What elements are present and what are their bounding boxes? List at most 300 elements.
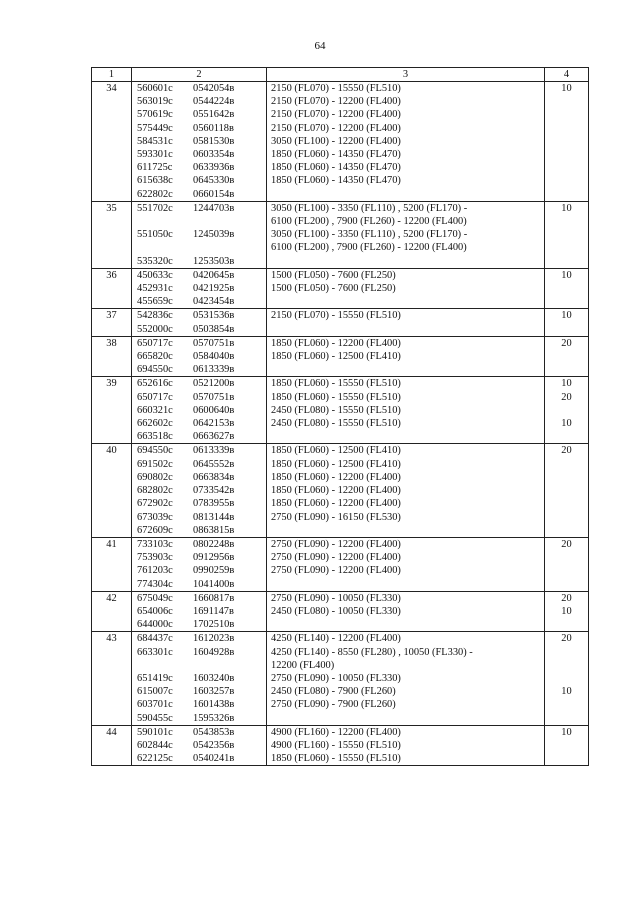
latitude-code: 575449c: [137, 122, 173, 134]
table-row: [92, 174, 589, 187]
latitude-code: 673039c: [137, 511, 173, 523]
table-row: [92, 712, 589, 726]
longitude-code: 1612023в: [193, 633, 235, 645]
row-number-cell: 38: [92, 336, 132, 350]
value-cell: [545, 524, 589, 538]
latitude-code: 654006c: [137, 605, 173, 617]
coordinates-cell: [132, 725, 267, 739]
row-number-cell: 40: [92, 444, 132, 458]
latitude-code: 563019c: [137, 96, 173, 108]
row-number-cell: [92, 95, 132, 108]
table-row: [92, 430, 589, 444]
value-cell: [545, 350, 589, 363]
flight-levels-cell: 1850 (FL060) - 15550 (FL510): [267, 752, 545, 766]
value-cell: [545, 148, 589, 161]
flight-levels-cell: 2450 (FL080) - 7900 (FL260): [267, 685, 545, 698]
table-row: [92, 659, 589, 672]
latitude-code: 660321c: [137, 404, 173, 416]
longitude-code: 1603240в: [193, 672, 235, 684]
coordinates-cell: [132, 698, 267, 711]
row-number-cell: [92, 471, 132, 484]
latitude-code: 455659c: [137, 296, 173, 308]
value-cell: 10: [545, 82, 589, 96]
row-number-cell: [92, 282, 132, 295]
row-number-cell: [92, 672, 132, 685]
header-row: [92, 68, 589, 82]
flight-levels-cell: 12200 (FL400): [267, 659, 545, 672]
coordinates-cell: [132, 524, 267, 538]
coordinates-cell: [132, 282, 267, 295]
coordinates-cell: [132, 161, 267, 174]
table-row: [92, 323, 589, 337]
flight-levels-cell: [267, 363, 545, 377]
longitude-code: 0633936в: [193, 162, 235, 174]
table-row: [92, 161, 589, 174]
value-cell: 20: [545, 632, 589, 646]
table-row: [92, 404, 589, 417]
coordinates-cell: [132, 108, 267, 121]
value-cell: [545, 578, 589, 592]
longitude-code: 0420645в: [193, 269, 235, 281]
table-row: [92, 752, 589, 766]
latitude-code: 684437c: [137, 633, 173, 645]
latitude-code: 611725c: [137, 162, 173, 174]
coordinates-cell: [132, 578, 267, 592]
table-row: [92, 336, 589, 350]
row-number-cell: 44: [92, 725, 132, 739]
longitude-code: 0783955в: [193, 498, 235, 510]
row-number-cell: [92, 646, 132, 659]
longitude-code: 0542356в: [193, 739, 235, 751]
flight-levels-cell: 2750 (FL090) - 12200 (FL400): [267, 564, 545, 577]
longitude-code: 0863815в: [193, 524, 235, 536]
flight-levels-cell: 2150 (FL070) - 12200 (FL400): [267, 122, 545, 135]
value-cell: [545, 551, 589, 564]
latitude-code: 761203c: [137, 565, 173, 577]
flight-levels-cell: 1850 (FL060) - 12200 (FL400): [267, 497, 545, 510]
value-cell: [545, 458, 589, 471]
row-number-cell: [92, 255, 132, 269]
row-number-cell: [92, 108, 132, 121]
coordinates-cell: [132, 739, 267, 752]
table-row: [92, 215, 589, 228]
row-number-cell: [92, 122, 132, 135]
row-number-cell: [92, 578, 132, 592]
coordinates-cell: [132, 215, 267, 228]
coordinates-cell: [132, 241, 267, 254]
value-cell: 20: [545, 444, 589, 458]
row-number-cell: [92, 484, 132, 497]
value-cell: 10: [545, 417, 589, 430]
coordinates-cell: [132, 363, 267, 377]
coordinates-cell: [132, 605, 267, 618]
route-table-body: [92, 68, 589, 766]
coordinates-cell: [132, 444, 267, 458]
longitude-code: 0660154в: [193, 188, 235, 200]
row-number-cell: [92, 551, 132, 564]
flight-levels-cell: [267, 255, 545, 269]
row-number-cell: [92, 712, 132, 726]
value-cell: [545, 215, 589, 228]
row-number-cell: [92, 174, 132, 187]
table-row: [92, 241, 589, 254]
value-cell: 20: [545, 336, 589, 350]
coordinates-cell: [132, 95, 267, 108]
row-number-cell: [92, 350, 132, 363]
coordinates-cell: [132, 659, 267, 672]
latitude-code: 551702c: [137, 202, 173, 214]
longitude-code: 0645330в: [193, 175, 235, 187]
longitude-code: 0503854в: [193, 323, 235, 335]
flight-levels-cell: 1850 (FL060) - 12200 (FL400): [267, 336, 545, 350]
longitude-code: 1604928в: [193, 646, 235, 658]
value-cell: 10: [545, 685, 589, 698]
longitude-code: 0570751в: [193, 391, 235, 403]
table-row: [92, 458, 589, 471]
latitude-code: 694550c: [137, 445, 173, 457]
value-cell: 10: [545, 201, 589, 215]
latitude-code: 650717c: [137, 391, 173, 403]
longitude-code: 0560118в: [193, 122, 234, 134]
latitude-code: 552000c: [137, 323, 173, 335]
table-row: [92, 632, 589, 646]
flight-levels-cell: 1850 (FL060) - 14350 (FL470): [267, 174, 545, 187]
value-cell: [545, 739, 589, 752]
flight-levels-cell: [267, 578, 545, 592]
coordinates-cell: [132, 309, 267, 323]
longitude-code: 0663627в: [193, 431, 235, 443]
latitude-code: 694550c: [137, 364, 173, 376]
coordinates-cell: [132, 295, 267, 309]
row-number-cell: [92, 323, 132, 337]
row-number-cell: 36: [92, 268, 132, 282]
value-cell: [545, 484, 589, 497]
row-number-cell: [92, 215, 132, 228]
value-cell: [545, 430, 589, 444]
row-number-cell: 41: [92, 537, 132, 551]
longitude-code: 1660817в: [193, 592, 235, 604]
page-number: 64: [314, 40, 326, 52]
table-row: [92, 672, 589, 685]
latitude-code: 733103c: [137, 538, 173, 550]
latitude-code: 672609c: [137, 524, 173, 536]
flight-levels-cell: 1850 (FL060) - 12500 (FL410): [267, 458, 545, 471]
longitude-code: 0600640в: [193, 404, 235, 416]
flight-levels-cell: 2450 (FL080) - 15550 (FL510): [267, 417, 545, 430]
row-number-cell: [92, 228, 132, 241]
flight-levels-cell: 4250 (FL140) - 12200 (FL400): [267, 632, 545, 646]
flight-levels-cell: [267, 323, 545, 337]
coordinates-cell: [132, 458, 267, 471]
flight-levels-cell: 2450 (FL080) - 15550 (FL510): [267, 404, 545, 417]
row-number-cell: [92, 659, 132, 672]
latitude-code: 691502c: [137, 458, 173, 470]
column-header-2: 2: [132, 68, 267, 82]
value-cell: [545, 646, 589, 659]
latitude-code: 774304c: [137, 578, 173, 590]
row-number-cell: 35: [92, 201, 132, 215]
longitude-code: 0540241в: [193, 753, 235, 765]
row-number-cell: [92, 698, 132, 711]
latitude-code: 651419c: [137, 672, 173, 684]
coordinates-cell: [132, 712, 267, 726]
latitude-code: 602844c: [137, 739, 173, 751]
flight-levels-cell: [267, 618, 545, 632]
longitude-code: 0551642в: [193, 109, 235, 121]
longitude-code: 1245039в: [193, 229, 235, 241]
latitude-code: 542836c: [137, 310, 173, 322]
latitude-code: 675049c: [137, 592, 173, 604]
coordinates-cell: [132, 323, 267, 337]
flight-levels-cell: 3050 (FL100) - 3350 (FL110) , 5200 (FL170) -: [267, 201, 545, 215]
value-cell: [545, 323, 589, 337]
flight-levels-cell: 4250 (FL140) - 8550 (FL280) , 10050 (FL330) -: [267, 646, 545, 659]
row-number-cell: [92, 363, 132, 377]
coordinates-cell: [132, 564, 267, 577]
longitude-code: 0584040в: [193, 351, 235, 363]
value-cell: 20: [545, 537, 589, 551]
longitude-code: 1244703в: [193, 202, 235, 214]
table-row: [92, 295, 589, 309]
value-cell: 10: [545, 725, 589, 739]
table-row: [92, 484, 589, 497]
table-row: [92, 122, 589, 135]
coordinates-cell: [132, 537, 267, 551]
coordinates-cell: [132, 404, 267, 417]
coordinates-cell: [132, 646, 267, 659]
latitude-code: 663301c: [137, 646, 173, 658]
coordinates-cell: [132, 632, 267, 646]
table-row: [92, 618, 589, 632]
value-cell: [545, 698, 589, 711]
table-row: [92, 444, 589, 458]
table-row: [92, 108, 589, 121]
row-number-cell: [92, 188, 132, 202]
value-cell: [545, 255, 589, 269]
latitude-code: 452931c: [137, 283, 173, 295]
table-row: [92, 537, 589, 551]
flight-levels-cell: 1500 (FL050) - 7600 (FL250): [267, 268, 545, 282]
table-row: [92, 135, 589, 148]
latitude-code: 650717c: [137, 337, 173, 349]
coordinates-cell: [132, 685, 267, 698]
longitude-code: 0642153в: [193, 418, 235, 430]
flight-levels-cell: 2750 (FL090) - 10050 (FL330): [267, 591, 545, 605]
latitude-code: 603701c: [137, 699, 173, 711]
coordinates-cell: [132, 672, 267, 685]
value-cell: [545, 241, 589, 254]
longitude-code: 0645552в: [193, 458, 235, 470]
longitude-code: 1691147в: [193, 605, 234, 617]
flight-levels-cell: 2150 (FL070) - 15550 (FL510): [267, 82, 545, 96]
coordinates-cell: [132, 268, 267, 282]
column-header-4: 4: [545, 68, 589, 82]
coordinates-cell: [132, 148, 267, 161]
table-row: [92, 578, 589, 592]
coordinates-cell: [132, 391, 267, 404]
value-cell: [545, 228, 589, 241]
value-cell: [545, 174, 589, 187]
flight-levels-cell: 1850 (FL060) - 12200 (FL400): [267, 484, 545, 497]
table-row: [92, 471, 589, 484]
longitude-code: 0531536в: [193, 310, 235, 322]
value-cell: [545, 363, 589, 377]
flight-levels-cell: [267, 712, 545, 726]
table-row: [92, 377, 589, 391]
table-row: [92, 282, 589, 295]
table-row: [92, 685, 589, 698]
row-number-cell: [92, 458, 132, 471]
table-row: [92, 255, 589, 269]
longitude-code: 0570751в: [193, 337, 235, 349]
table-row: [92, 497, 589, 510]
longitude-code: 0421925в: [193, 283, 235, 295]
coordinates-cell: [132, 174, 267, 187]
table-row: [92, 417, 589, 430]
flight-levels-cell: [267, 430, 545, 444]
value-cell: 10: [545, 605, 589, 618]
table-row: [92, 524, 589, 538]
latitude-code: 590455c: [137, 712, 173, 724]
row-number-cell: [92, 295, 132, 309]
latitude-code: 570619c: [137, 109, 173, 121]
row-number-cell: [92, 391, 132, 404]
flight-levels-cell: [267, 295, 545, 309]
value-cell: [545, 672, 589, 685]
table-row: [92, 82, 589, 96]
flight-levels-cell: 2750 (FL090) - 10050 (FL330): [267, 672, 545, 685]
table-row: [92, 201, 589, 215]
coordinates-cell: [132, 201, 267, 215]
longitude-code: 0542054в: [193, 83, 235, 94]
column-header-3: 3: [267, 68, 545, 82]
row-number-cell: [92, 241, 132, 254]
flight-levels-cell: 2750 (FL090) - 16150 (FL530): [267, 511, 545, 524]
longitude-code: 0990259в: [193, 565, 235, 577]
latitude-code: 590101c: [137, 726, 173, 738]
table-row: [92, 511, 589, 524]
latitude-code: 560601c: [137, 83, 173, 94]
value-cell: [545, 135, 589, 148]
value-cell: [545, 161, 589, 174]
value-cell: 10: [545, 309, 589, 323]
latitude-code: 753903c: [137, 552, 173, 564]
value-cell: 20: [545, 391, 589, 404]
table-row: [92, 350, 589, 363]
flight-levels-cell: 3050 (FL100) - 12200 (FL400): [267, 135, 545, 148]
value-cell: 10: [545, 377, 589, 391]
row-number-cell: [92, 752, 132, 766]
value-cell: [545, 188, 589, 202]
latitude-code: 672902c: [137, 498, 173, 510]
flight-levels-cell: 6100 (FL200) , 7900 (FL260) - 12200 (FL400): [267, 215, 545, 228]
value-cell: [545, 471, 589, 484]
value-cell: 10: [545, 268, 589, 282]
value-cell: [545, 511, 589, 524]
flight-levels-cell: [267, 188, 545, 202]
flight-levels-cell: 1850 (FL060) - 12200 (FL400): [267, 471, 545, 484]
row-number-cell: [92, 135, 132, 148]
row-number-cell: [92, 497, 132, 510]
longitude-code: 0521200в: [193, 378, 235, 390]
longitude-code: 1041400в: [193, 578, 235, 590]
table-row: [92, 188, 589, 202]
row-number-cell: [92, 404, 132, 417]
flight-levels-cell: 1850 (FL060) - 15550 (FL510): [267, 391, 545, 404]
latitude-code: 615638c: [137, 175, 173, 187]
longitude-code: 0581530в: [193, 135, 235, 147]
value-cell: [545, 282, 589, 295]
longitude-code: 0663834в: [193, 471, 235, 483]
flight-levels-cell: 1850 (FL060) - 12500 (FL410): [267, 444, 545, 458]
value-cell: [545, 752, 589, 766]
longitude-code: 0613339в: [193, 445, 235, 457]
longitude-code: 0802248в: [193, 538, 235, 550]
latitude-code: 662602c: [137, 418, 173, 430]
row-number-cell: 42: [92, 591, 132, 605]
coordinates-cell: [132, 188, 267, 202]
coordinates-cell: [132, 255, 267, 269]
table-row: [92, 95, 589, 108]
flight-levels-cell: 1500 (FL050) - 7600 (FL250): [267, 282, 545, 295]
coordinates-cell: [132, 551, 267, 564]
longitude-code: 1702510в: [193, 619, 235, 631]
coordinates-cell: [132, 122, 267, 135]
latitude-code: 615007c: [137, 686, 173, 698]
value-cell: [545, 295, 589, 309]
table-row: [92, 268, 589, 282]
flight-levels-cell: 2750 (FL090) - 7900 (FL260): [267, 698, 545, 711]
flight-levels-cell: 2150 (FL070) - 12200 (FL400): [267, 108, 545, 121]
value-cell: [545, 95, 589, 108]
value-cell: 20: [545, 591, 589, 605]
value-cell: [545, 659, 589, 672]
row-number-cell: [92, 148, 132, 161]
latitude-code: 593301c: [137, 149, 173, 161]
latitude-code: 652616c: [137, 378, 173, 390]
coordinates-cell: [132, 752, 267, 766]
latitude-code: 622802c: [137, 188, 173, 200]
longitude-code: 0544224в: [193, 96, 235, 108]
value-cell: [545, 618, 589, 632]
latitude-code: 551050c: [137, 229, 173, 241]
flight-levels-cell: 2150 (FL070) - 15550 (FL510): [267, 309, 545, 323]
coordinates-cell: [132, 377, 267, 391]
row-number-cell: [92, 618, 132, 632]
coordinates-cell: [132, 350, 267, 363]
longitude-code: 1601438в: [193, 699, 235, 711]
flight-levels-cell: 1850 (FL060) - 14350 (FL470): [267, 161, 545, 174]
table-row: [92, 228, 589, 241]
latitude-code: 644000c: [137, 619, 173, 631]
table-row: [92, 148, 589, 161]
longitude-code: 0603354в: [193, 149, 235, 161]
table-row: [92, 551, 589, 564]
value-cell: [545, 712, 589, 726]
longitude-code: 0423454в: [193, 296, 235, 308]
coordinates-cell: [132, 471, 267, 484]
row-number-cell: [92, 417, 132, 430]
latitude-code: 690802c: [137, 471, 173, 483]
flight-levels-cell: 3050 (FL100) - 3350 (FL110) , 5200 (FL170) -: [267, 228, 545, 241]
value-cell: [545, 497, 589, 510]
row-number-cell: 43: [92, 632, 132, 646]
longitude-code: 0613339в: [193, 364, 235, 376]
flight-levels-cell: 2750 (FL090) - 12200 (FL400): [267, 551, 545, 564]
latitude-code: 622125c: [137, 753, 173, 765]
coordinates-cell: [132, 417, 267, 430]
longitude-code: 0733542в: [193, 485, 235, 497]
